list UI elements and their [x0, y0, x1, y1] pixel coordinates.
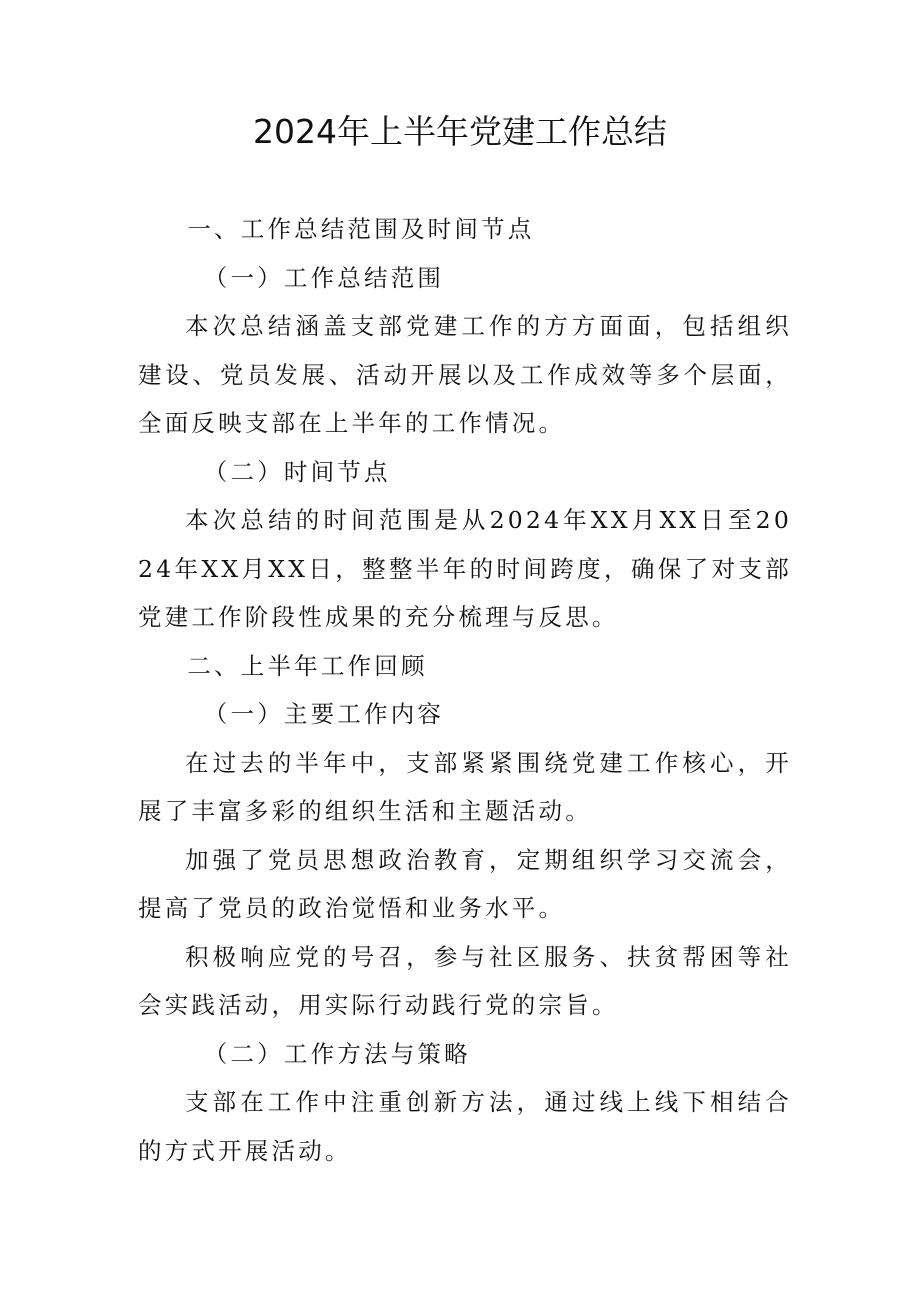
subsection-heading: （二）时间节点: [203, 457, 391, 486]
section-heading: 一、工作总结范围及时间节点: [187, 215, 535, 243]
document-title: 2024年上半年党建工作总结: [253, 112, 667, 151]
body-paragraph: 本次总结涵盖支部党建工作的方方面面，包括组织建设、党员发展、活动开展以及工作成效等多个层面，全面反映支部在上半年的工作情况。: [138, 312, 792, 437]
body-paragraph: 加强了党员思想政治教育，定期组织学习交流会，提高了党员的政治觉悟和业务水平。: [138, 845, 792, 922]
section-heading: 二、上半年工作回顾: [187, 651, 428, 680]
subsection-heading: （一）主要工作内容: [203, 700, 445, 728]
body-paragraph: 本次总结的时间范围是从2024年XX月XX日至2024年XX月XX日，整整半年的时间跨度，确保了对支部党建工作阶段性成果的充分梳理与反思。: [138, 506, 792, 631]
body-paragraph: 积极响应党的号召，参与社区服务、扶贫帮困等社会实践活动，用实际行动践行党的宗旨。: [138, 942, 792, 1019]
subsection-heading: （一）工作总结范围: [203, 263, 445, 292]
subsection-heading: （二）工作方法与策略: [203, 1039, 471, 1068]
body-paragraph: 支部在工作中注重创新方法，通过线上线下相结合的方式开展活动。: [138, 1088, 792, 1165]
document-body: [138, 205, 792, 1175]
body-paragraph: 在过去的半年中，支部紧紧围绕党建工作核心，开展了丰富多彩的组织生活和主题活动。: [138, 748, 792, 825]
